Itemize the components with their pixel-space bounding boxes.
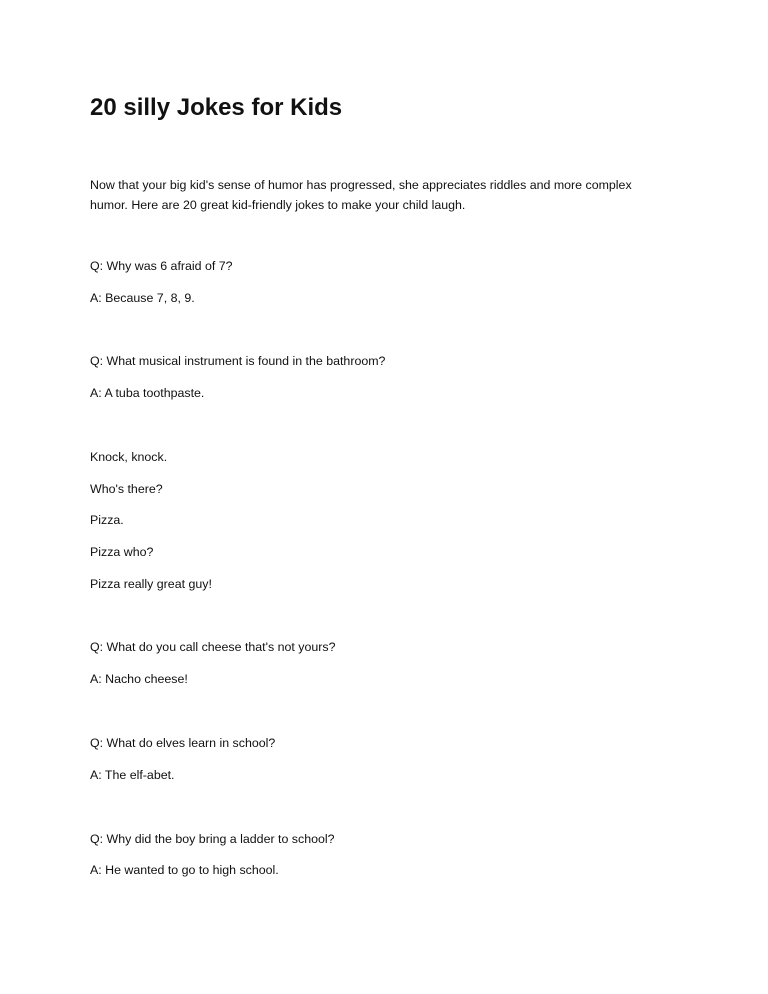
intro-paragraph (90, 175, 690, 215)
joke-answer: A: A tuba toothpaste. (90, 386, 205, 400)
joke-answer: A: Because 7, 8, 9. (90, 291, 195, 305)
joke-question: Q: Why did the boy bring a ladder to school? (90, 832, 335, 846)
intro-line: Now that your big kid's sense of humor has progressed, she appreciates riddles and more complex (90, 178, 632, 192)
joke-question: Q: What do elves learn in school? (90, 736, 276, 750)
joke-question: Q: Why was 6 afraid of 7? (90, 259, 233, 273)
joke-answer: A: He wanted to go to high school. (90, 863, 279, 877)
intro-line: humor. Here are 20 great kid-friendly jokes to make your child laugh. (90, 198, 466, 212)
knock-knock-line: Pizza really great guy! (90, 577, 212, 591)
knock-knock-line: Knock, knock. (90, 450, 168, 464)
joke-answer: A: The elf-abet. (90, 768, 175, 782)
knock-knock-line: Pizza. (90, 513, 124, 527)
joke-question: Q: What musical instrument is found in the bathroom? (90, 354, 386, 368)
document-title: 20 silly Jokes for Kids (90, 94, 343, 121)
knock-knock-line: Pizza who? (90, 545, 154, 559)
joke-answer: A: Nacho cheese! (90, 672, 188, 686)
knock-knock-line: Who's there? (90, 482, 163, 496)
joke-question: Q: What do you call cheese that's not yours? (90, 640, 336, 654)
